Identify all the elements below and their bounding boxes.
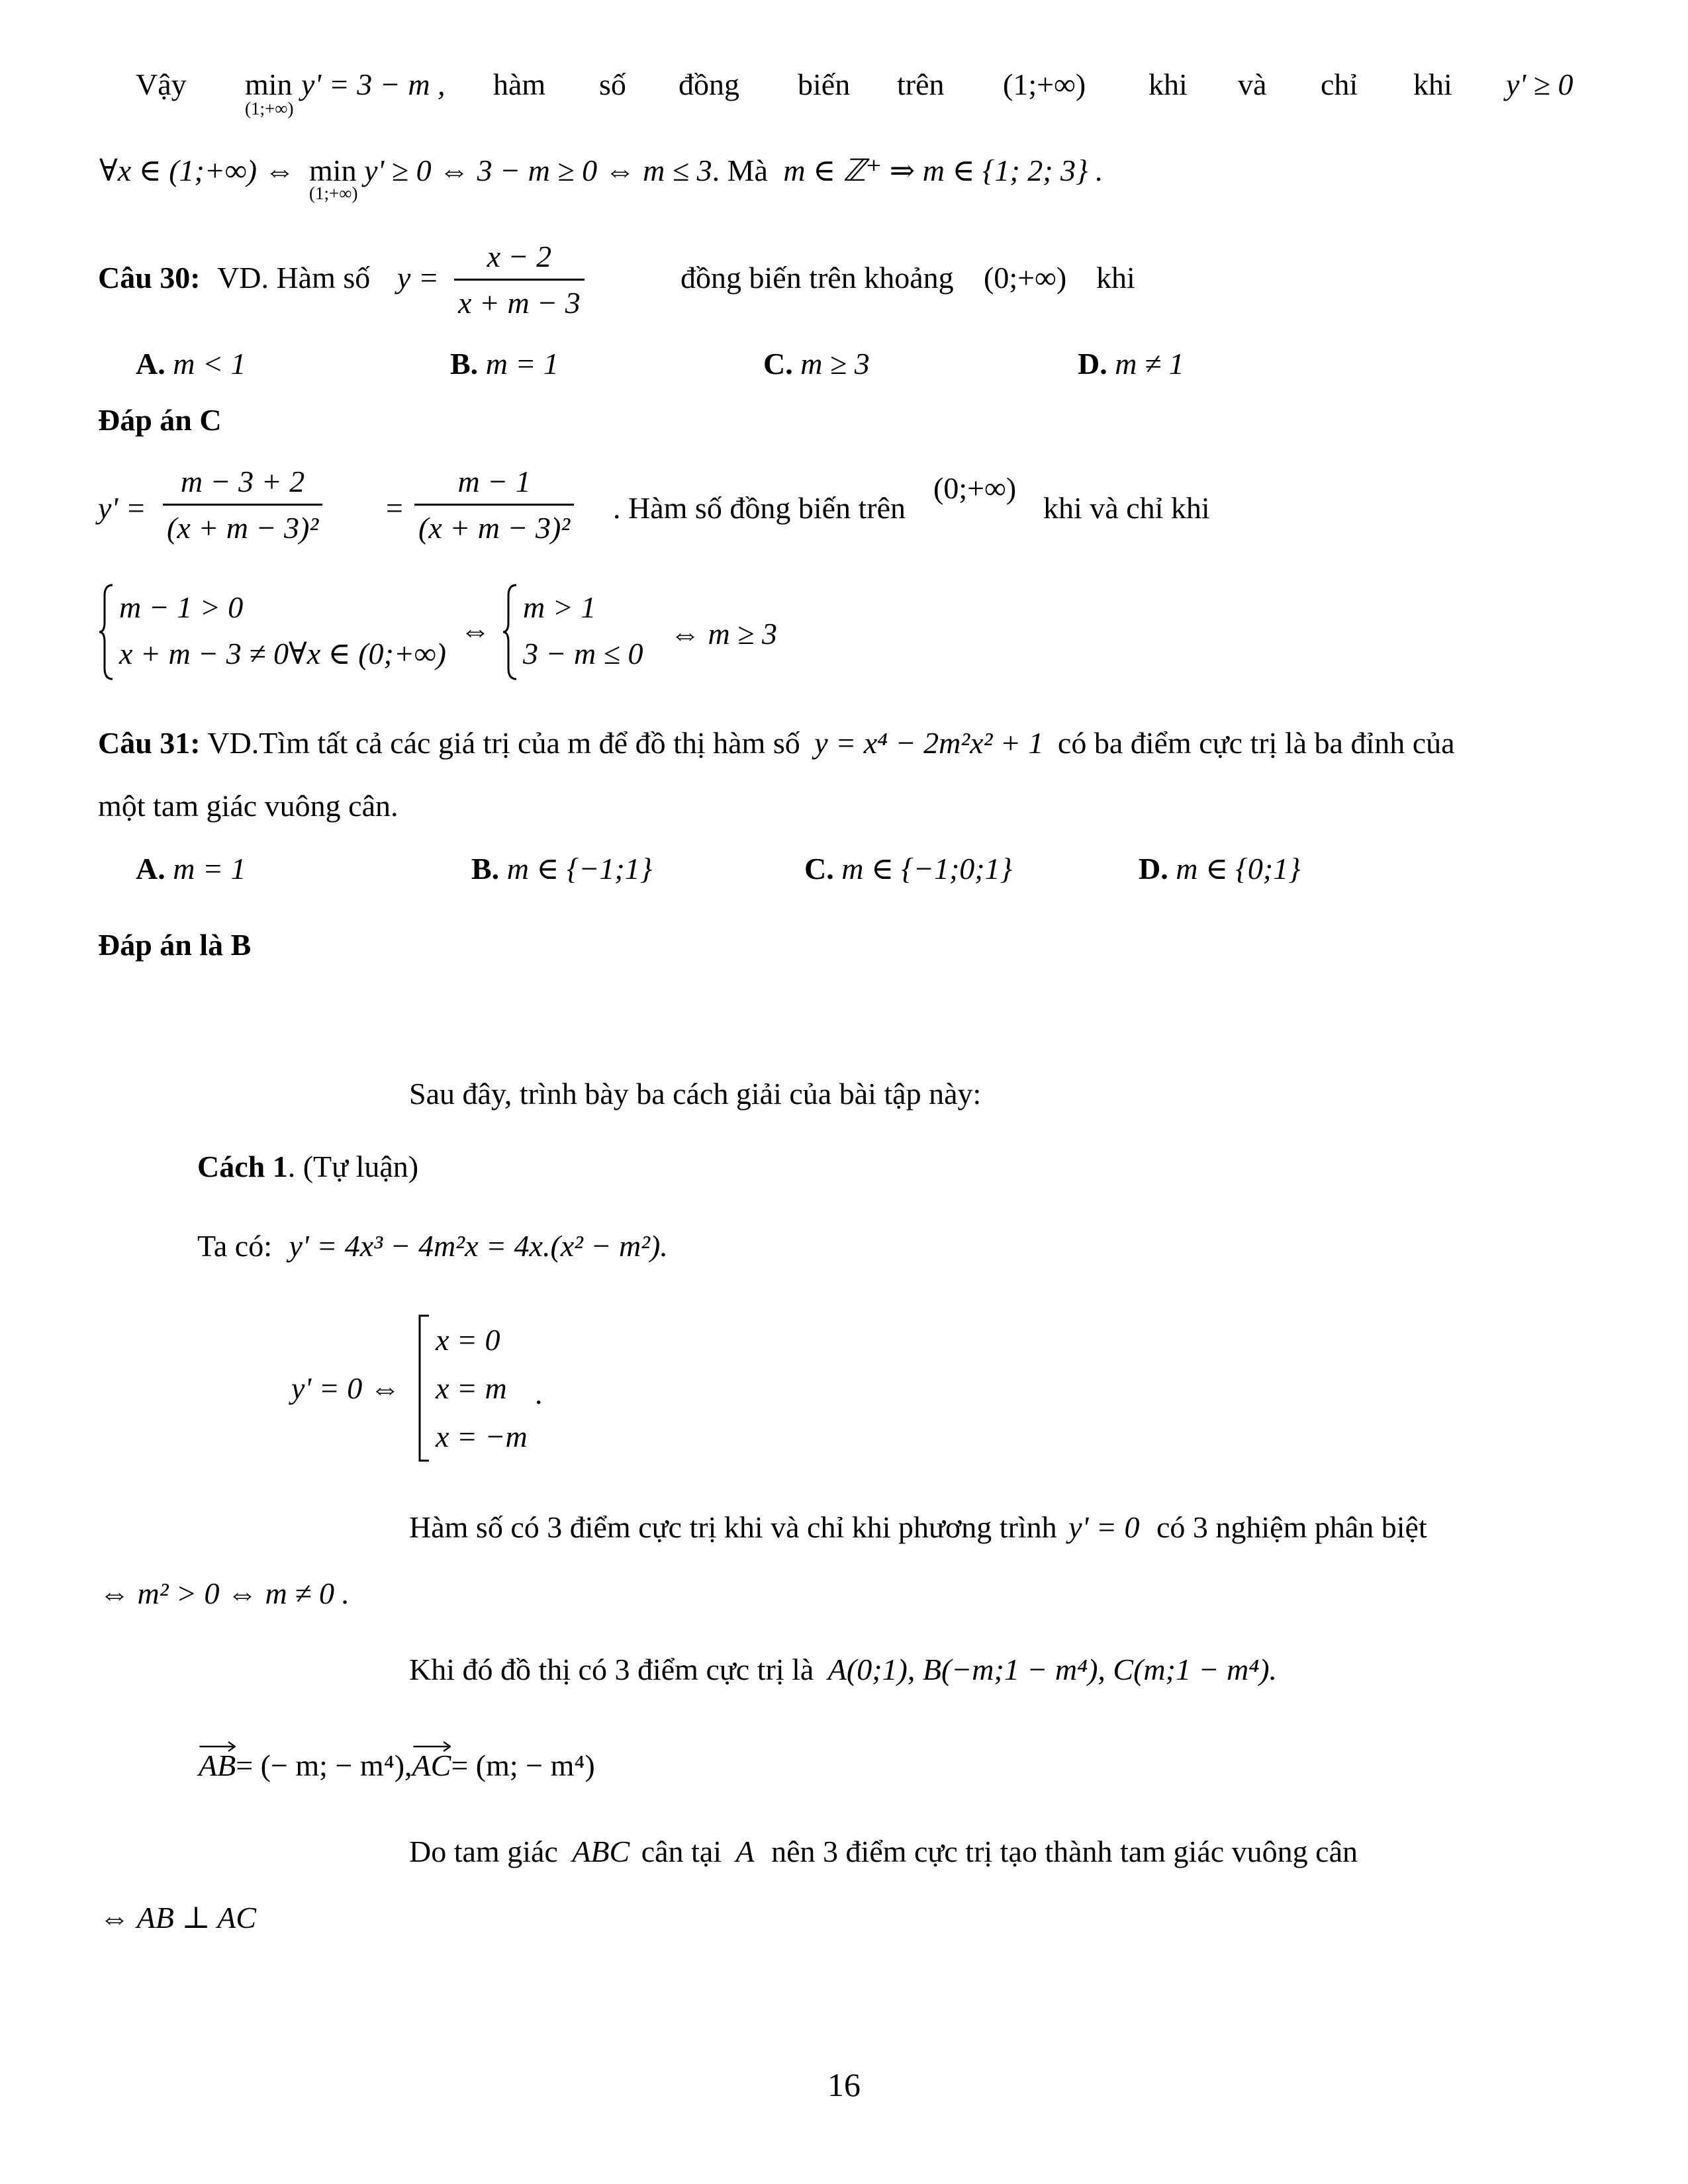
sys2-line1: m > 1: [523, 590, 596, 624]
q31-question-line1: [98, 725, 1455, 761]
left-brace-2: [502, 582, 519, 682]
word-dong: đồng: [679, 68, 739, 101]
vector-ac: AC: [412, 1747, 451, 1784]
condition-yprime: y' ≥ 0: [1506, 68, 1573, 101]
q31-text2: có ba điểm cực trị là ba đỉnh của: [1057, 726, 1455, 760]
points-line: Khi đó đồ thị có 3 điểm cực trị là A(0;1), B(−m;1 − m⁴), C(m;1 − m⁴).: [409, 1653, 1278, 1686]
word-so: số: [599, 68, 626, 101]
text-ma: . Mà: [712, 154, 768, 187]
interval-1-inf: (1;+∞): [1003, 68, 1086, 101]
min-operator: min (1;+∞): [245, 68, 294, 118]
min-chain: y' ≥ 0 ⇔ 3 − m ≥ 0 ⇔ m ≤ 3: [364, 154, 712, 187]
q31-choice-c: C. m ∈ {−1;0;1}: [804, 852, 1012, 886]
q30-text-end: khi: [1096, 261, 1135, 295]
bracket: [417, 1314, 430, 1463]
word-tren: trên: [897, 68, 945, 101]
method-1-heading: Cách 1. (Tự luận): [197, 1150, 419, 1183]
min-operator-2: min (1;+∞): [309, 154, 358, 203]
vector-ac-value: = (m; − m⁴): [451, 1749, 595, 1782]
word-khi-2: khi: [1413, 68, 1452, 101]
word-vay: Vậy: [136, 68, 187, 101]
q30-system-2: [502, 582, 674, 682]
forall-expression: ∀x ∈ (1;+∞) ⇔: [99, 154, 295, 187]
zero-dot: .: [535, 1377, 543, 1410]
q30-choice-d: D. m ≠ 1: [1078, 347, 1184, 381]
min-subscript: (1;+∞): [245, 99, 294, 118]
q30-text-after: đồng biến trên khoảng: [680, 261, 954, 295]
word-va: và: [1238, 68, 1267, 101]
sys2-line2: 3 − m ≤ 0: [523, 637, 643, 670]
q30-choice-c: C. m ≥ 3: [763, 347, 870, 381]
q30-text: VD. Hàm số: [217, 261, 371, 295]
points-expression: A(0;1), B(−m;1 − m⁴), C(m;1 − m⁴).: [827, 1653, 1278, 1686]
q30-interval: (0;+∞): [984, 261, 1067, 295]
q30-label: Câu 30:: [98, 261, 201, 295]
q31-choice-a: A. m = 1: [136, 852, 246, 886]
word-khi: khi: [1149, 68, 1188, 101]
q30-fraction: [454, 238, 585, 321]
condition-line: ⇔ m² > 0 ⇔ m ≠ 0 .: [99, 1576, 350, 1610]
q30-y-eq: y =: [397, 261, 439, 295]
q30-choice-b: B. m = 1: [450, 347, 559, 381]
solution-intro: Sau đây, trình bày ba cách giải của bài tập này:: [409, 1077, 982, 1111]
case-x-0: x = 0: [436, 1323, 500, 1357]
derivative-line: Ta có: y' = 4x³ − 4m²x = 4x.(x² − m²).: [197, 1229, 668, 1263]
q31-choice-d: D. m ∈ {0;1}: [1139, 852, 1301, 886]
vector-ab-value: = (− m; − m⁴),: [236, 1749, 412, 1782]
q31-choice-b: B. m ∈ {−1;1}: [471, 852, 653, 886]
zero-cases: [417, 1314, 576, 1463]
q30-deriv-frac2: $\frac{m - 1}{\text{(x + m − 3)²}}$: [414, 463, 574, 546]
yprime-zero: y' = 0: [1068, 1510, 1140, 1544]
sys1-line2: x + m − 3 ≠ 0∀x ∈ (0;+∞): [119, 637, 446, 670]
q29-conclusion-line2: [99, 152, 1103, 203]
q30-answer: Đáp án C: [98, 403, 222, 437]
q31-answer: Đáp án là B: [98, 928, 252, 962]
q31-function: y = x⁴ − 2m²x² + 1: [814, 726, 1044, 760]
word-bien: biến: [798, 68, 851, 101]
q30-deriv-interval: (0;+∞): [933, 471, 1017, 505]
q31-label: Câu 31:: [98, 726, 201, 760]
derivative-expression: y' = 4x³ − 4m²x = 4x.(x² − m²).: [289, 1229, 668, 1263]
q30-deriv-eq: =: [384, 491, 405, 525]
word-ham: hàm: [493, 68, 546, 101]
q30-frac-numerator: x − 2: [454, 238, 585, 281]
isosceles-line: Do tam giác ABC cân tại A nên 3 điểm cực trị tạo thành tam giác vuông cân: [409, 1835, 1358, 1868]
vectors-line: [199, 1747, 595, 1784]
case-x-neg-m: x = −m: [436, 1420, 528, 1453]
zero-lhs: y' = 0 ⇔: [291, 1371, 400, 1405]
perpendicular-line: ⇔ AB ⊥ AC: [99, 1901, 257, 1934]
q30-deriv-text2: khi và chỉ khi: [1043, 491, 1210, 525]
page-number: 16: [827, 2066, 861, 2103]
word-chi: chỉ: [1321, 68, 1358, 101]
q30-choice-a: A. m < 1: [136, 347, 246, 381]
q30-deriv-text: . Hàm số đồng biến trên: [613, 491, 906, 525]
q31-text1: VD.Tìm tất cả các giá trị của m để đồ thị hàm số: [207, 726, 800, 760]
q30-system-1: [98, 582, 469, 682]
min-subscript-2: (1;+∞): [309, 183, 358, 203]
q30-equiv: ⇔: [460, 614, 491, 647]
left-brace: [98, 582, 115, 682]
q30-deriv-lhs: y' =: [98, 491, 146, 525]
case-x-m: x = m: [436, 1371, 507, 1405]
q31-question-line2: một tam giác vuông cân.: [98, 789, 399, 823]
vector-ab: AB: [199, 1747, 236, 1784]
min-expression: y' = 3 − m ,: [301, 68, 445, 101]
q30-frac-denominator: x + m − 3: [458, 286, 581, 320]
sys1-line1: m − 1 > 0: [119, 590, 244, 624]
three-extrema-line: Hàm số có 3 điểm cực trị khi và chỉ khi phương trình y' = 0 có 3 nghiệm phân biệt: [409, 1510, 1427, 1544]
q30-deriv-frac1: $\frac{m - 3 + 2}{\text{(x + m − 3)²}}$: [163, 463, 322, 546]
q30-result: ⇔ m ≥ 3: [670, 617, 777, 651]
integer-set: m ∈ ℤ⁺ ⇒ m ∈ {1; 2; 3} .: [783, 154, 1103, 187]
